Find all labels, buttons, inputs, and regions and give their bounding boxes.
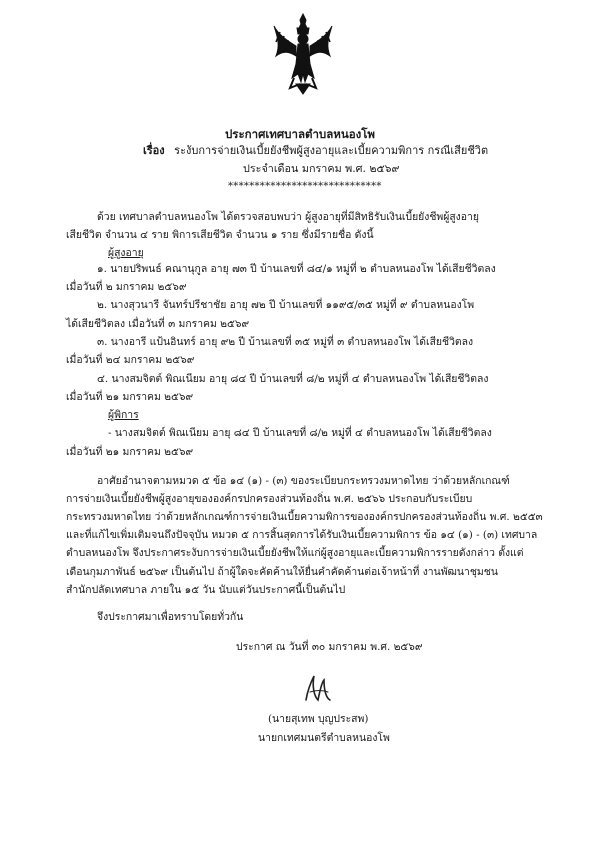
elderly-item-3-line-1: ๓. นางอารี แป้นอินทร์ อายุ ๙๒ ปี บ้านเลขที่ ๓๕ หมู่ที่ ๓ ตำบลหนองโพ ได้เสียชีวิตลง xyxy=(97,336,474,348)
disabled-line-1: - นางสมจิตต์ พิณเนียม อายุ ๘๔ ปี บ้านเลขที่ ๘/๒ หมู่ที่ ๔ ตำบลหนองโพ ได้เสียชีวิตลง xyxy=(108,427,492,439)
authority-line-4: และที่แก้ไขเพิ่มเติมจนถึงปัจจุบัน หมวด ๕ การสิ้นสุดการได้รับเงินเบี้ยความพิการ ข้อ ๑๔ (๑) - (๓) เทศบาล xyxy=(66,529,538,541)
star-separator: ***************************** xyxy=(228,181,382,192)
subject-text: ระงับการจ่ายเงินเบี้ยยังชีพผู้สูงอายุและเบี้ยความพิการ กรณีเสียชีวิต xyxy=(174,144,489,157)
elderly-heading: ผู้สูงอายุ xyxy=(108,247,144,259)
signatory-position: นายกเทศมนตรีตำบลหนองโพ xyxy=(258,732,390,744)
disabled-heading: ผู้พิการ xyxy=(108,409,139,421)
authority-line-2: การจ่ายเงินเบี้ยยังชีพผู้สูงอายุขององค์กรปกครองส่วนท้องถิ่น พ.ศ. ๒๕๖๖ ประกอบกับระเบียบ xyxy=(66,493,473,505)
garuda-emblem-icon xyxy=(272,12,334,96)
announcement-title: ประกาศเทศบาลตำบลหนองโพ xyxy=(225,127,375,141)
intro-line-2: เสียชีวิต จำนวน ๔ ราย พิการเสียชีวิต จำนวน ๑ ราย ซึ่งมีรายชื่อ ดังนี้ xyxy=(66,229,374,241)
elderly-item-2-line-1: ๒. นางสุวนารี จันทร์ปรีชาชัย อายุ ๗๒ ปี บ้านเลขที่ ๑๑๙๕/๓๕ หมู่ที่ ๙ ตำบลหนองโพ xyxy=(97,299,475,311)
authority-line-5: ตำบลหนองโพ จึงประกาศระงับการจ่ายเงินเบี้ยยังชีพให้แก่ผู้สูงอายุและเบี้ยความพิการรายดังกล่าว ตั้งแต่ xyxy=(66,547,524,559)
elderly-item-4-line-2: เมื่อวันที่ ๒๑ มกราคม ๒๕๖๙ xyxy=(66,391,194,403)
elderly-item-3-line-2: เมื่อวันที่ ๒๔ มกราคม ๒๕๖๙ xyxy=(66,354,195,366)
authority-line-3: กระทรวงมหาดไทย ว่าด้วยหลักเกณฑ์การจ่ายเงินเบี้ยความพิการขององค์กรปกครองส่วนท้องถิ่น พ.ศ. ๒๕๕๓ xyxy=(66,511,543,523)
disabled-line-2: เมื่อวันที่ ๒๑ มกราคม ๒๕๖๙ xyxy=(66,446,194,458)
authority-line-7: สำนักปลัดเทศบาล ภายใน ๑๕ วัน นับแต่วันประกาศนี้เป็นต้นไป xyxy=(66,584,346,596)
elderly-item-1-line-2: เมื่อวันที่ ๒ มกราคม ๒๕๖๙ xyxy=(66,281,187,293)
authority-line-1: อาศัยอำนาจตามหมวด ๕ ข้อ ๑๔ (๑) - (๓) ของระเบียบกระทรวงมหาดไทย ว่าด้วยหลักเกณฑ์ xyxy=(97,475,510,487)
subject-label: เรื่อง xyxy=(143,144,165,157)
period-line: ประจำเดือน มกราคม พ.ศ. ๒๕๖๙ xyxy=(243,162,400,175)
authority-line-6: เดือนกุมภาพันธ์ ๒๕๖๙ เป็นต้นไป ถ้าผู้ใดจะคัดค้านให้ยื่นคำคัดค้านต่อเจ้าหน้าที่ งานพัฒนาชุมชน xyxy=(66,566,498,578)
announce-date: ประกาศ ณ วันที่ ๓๐ มกราคม พ.ศ. ๒๕๖๙ xyxy=(236,641,423,653)
elderly-item-1-line-1: ๑. นายปริพนธ์ คณานุกูล อายุ ๗๓ ปี บ้านเลขที่ ๘๔/๑ หมู่ที่ ๒ ตำบลหนองโพ ได้เสียชีวิตลง xyxy=(97,263,496,275)
intro-line-1: ด้วย เทศบาลตำบลหนองโพ ได้ตรวจสอบพบว่า ผู้สูงอายุที่มีสิทธิรับเงินเบี้ยยังชีพผู้สูงอายุ xyxy=(97,211,479,223)
elderly-item-2-line-2: ได้เสียชีวิตลง เมื่อวันที่ ๓ มกราคม ๒๕๖๙ xyxy=(66,318,250,330)
closing-line: จึงประกาศมาเพื่อทราบโดยทั่วกัน xyxy=(97,611,244,623)
subject-line xyxy=(143,144,488,158)
handwritten-signature xyxy=(298,670,338,710)
signatory-name: (นายสุเทพ บุญประสพ) xyxy=(268,713,369,725)
elderly-item-4-line-1: ๔. นางสมจิตต์ พิณเนียม อายุ ๘๔ ปี บ้านเลขที่ ๘/๒ หมู่ที่ ๔ ตำบลหนองโพ ได้เสียชีวิตลง xyxy=(97,373,489,385)
